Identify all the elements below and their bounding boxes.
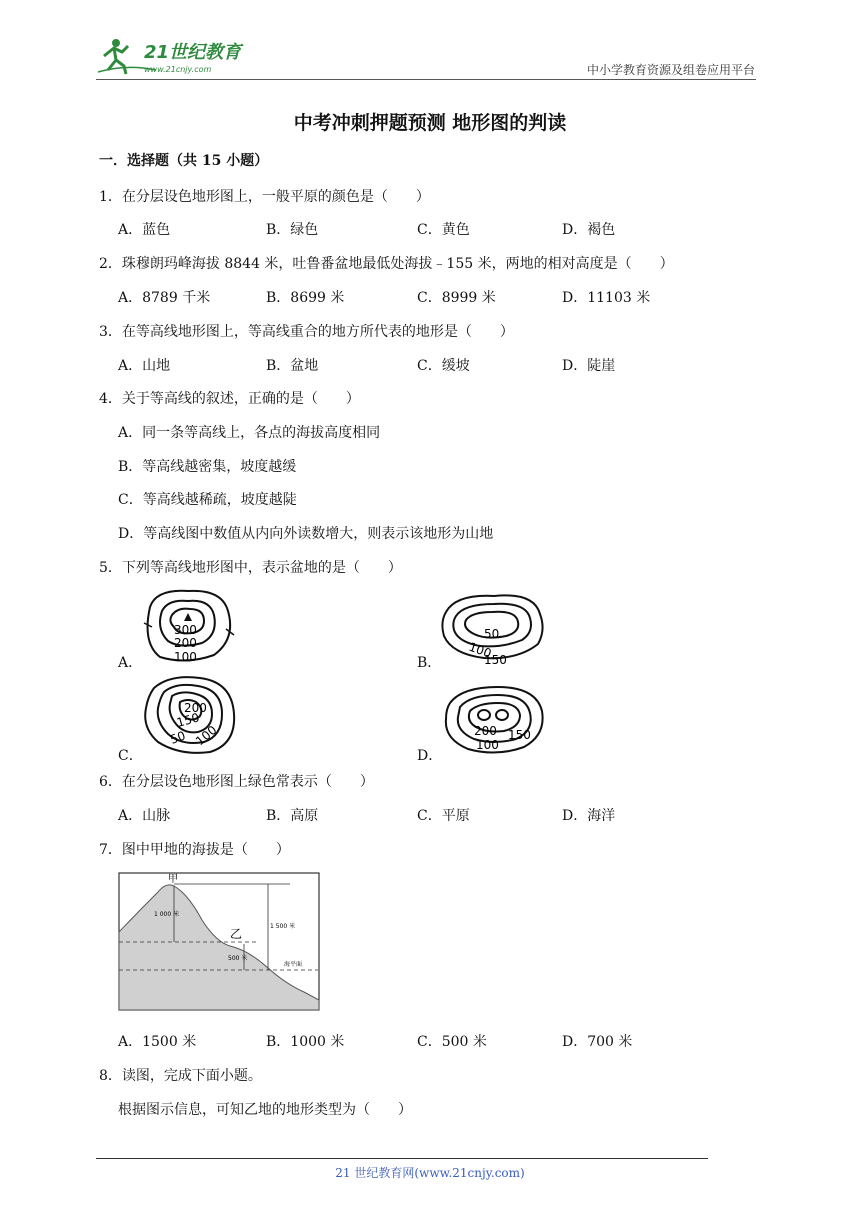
- q6-option-b: B．高原: [266, 808, 319, 824]
- q6-option-d: D．海洋: [562, 808, 616, 824]
- logo-text: 21世纪教育: [144, 42, 242, 63]
- q4-option-a: A．同一条等高线上，各点的海拔高度相同: [118, 425, 381, 441]
- question-5: 5．下列等高线地形图中，表示盆地的是（ ）: [99, 560, 402, 576]
- contour-map-d: [440, 683, 546, 755]
- q6-option-a: A．山脉: [118, 808, 171, 824]
- map-d-label-200: 200: [474, 724, 497, 738]
- map-c-label-100: 100: [192, 722, 220, 749]
- q2-option-c: C．8999 米: [417, 290, 496, 306]
- profile-label-yi: 乙: [230, 927, 243, 941]
- question-4: 4．关于等高线的叙述，正确的是（ ）: [99, 391, 360, 407]
- q7-option-c: C．500 米: [417, 1034, 487, 1050]
- q3-option-d: D．陡崖: [562, 358, 616, 374]
- map-a-label-300: 300: [174, 623, 197, 637]
- footer-divider: [96, 1158, 708, 1159]
- elevation-profile-figure: [118, 872, 320, 1012]
- footer-link[interactable]: 21 世纪教育网(www.21cnjy.com): [335, 1166, 525, 1180]
- page-title: 中考冲刺押题预测 地形图的判读: [293, 112, 567, 134]
- site-logo: [96, 36, 256, 76]
- map-d-label-100: 100: [476, 738, 499, 752]
- question-1: 1．在分层设色地形图上，一般平原的颜色是（ ）: [99, 189, 430, 205]
- profile-label-sea-level: 海平面: [284, 961, 303, 968]
- map-c-label-150: 150: [175, 710, 201, 730]
- map-b-label-50: 50: [484, 627, 500, 641]
- q1-option-c: C．黄色: [417, 222, 470, 238]
- contour-map-c: [140, 672, 240, 756]
- map-b-label-150: 150: [484, 653, 507, 667]
- q2-option-b: B．8699 米: [266, 290, 345, 306]
- map-c-label-50: 50: [168, 728, 188, 747]
- map-c-label-200: 200: [184, 701, 207, 715]
- section-heading: 一．选择题（共 15 小题）: [99, 153, 269, 169]
- q7-option-a: A．1500 米: [118, 1034, 197, 1050]
- question-8: 8．读图，完成下面小题。: [99, 1068, 262, 1084]
- contour-map-a: [138, 585, 238, 667]
- q3-option-a: A．山地: [118, 358, 171, 374]
- profile-label-jia: 甲: [168, 874, 178, 885]
- q4-option-d: D．等高线图中数值从内向外读数增大，则表示该地形为山地: [118, 526, 494, 542]
- q8-sub-question: 根据图示信息，可知乙地的地形类型为（ ）: [118, 1102, 412, 1118]
- q1-option-b: B．绿色: [266, 222, 319, 238]
- q1-option-a: A．蓝色: [118, 222, 171, 238]
- q6-option-c: C．平原: [417, 808, 470, 824]
- question-2: 2．珠穆朗玛峰海拔 8844 米，吐鲁番盆地最低处海拔﹣155 米，两地的相对高度是（ ）: [99, 256, 674, 272]
- q1-option-d: D．褐色: [562, 222, 616, 238]
- q7-option-b: B．1000 米: [266, 1034, 345, 1050]
- q2-option-d: D．11103 米: [562, 290, 651, 306]
- q4-option-b: B．等高线越密集，坡度越缓: [118, 459, 297, 475]
- question-7: 7．图中甲地的海拔是（ ）: [99, 842, 290, 858]
- q5-option-c: C．: [118, 748, 143, 764]
- question-6: 6．在分层设色地形图上绿色常表示（ ）: [99, 774, 374, 790]
- map-a-label-200: 200: [174, 636, 197, 650]
- header-tagline: 中小学教育资源及组卷应用平台: [586, 63, 755, 77]
- map-d-label-150: 150: [508, 728, 531, 742]
- runner-logo-icon: [96, 36, 256, 76]
- logo-url: www.21cnjy.com: [144, 65, 212, 74]
- question-3: 3．在等高线地形图上，等高线重合的地方所代表的地形是（ ）: [99, 324, 514, 340]
- profile-label-1000m: 1 000 米: [154, 911, 180, 918]
- q4-option-c: C．等高线越稀疏，坡度越陡: [118, 492, 297, 508]
- profile-label-1500m: 1 500 米: [270, 923, 296, 930]
- q5-option-b: B．: [417, 655, 442, 671]
- contour-map-b: [438, 590, 548, 668]
- q2-option-a: A．8789 千米: [118, 290, 211, 306]
- peak-triangle-icon: [184, 613, 192, 621]
- q5-option-d: D．: [417, 748, 443, 764]
- map-a-label-100: 100: [174, 650, 197, 664]
- q3-option-b: B．盆地: [266, 358, 319, 374]
- map-b-label-100: 100: [466, 639, 494, 661]
- header-divider: [96, 79, 756, 80]
- profile-label-500m: 500 米: [228, 955, 248, 962]
- q5-option-a: A．: [118, 655, 143, 671]
- q7-option-d: D．700 米: [562, 1034, 633, 1050]
- q3-option-c: C．缓坡: [417, 358, 470, 374]
